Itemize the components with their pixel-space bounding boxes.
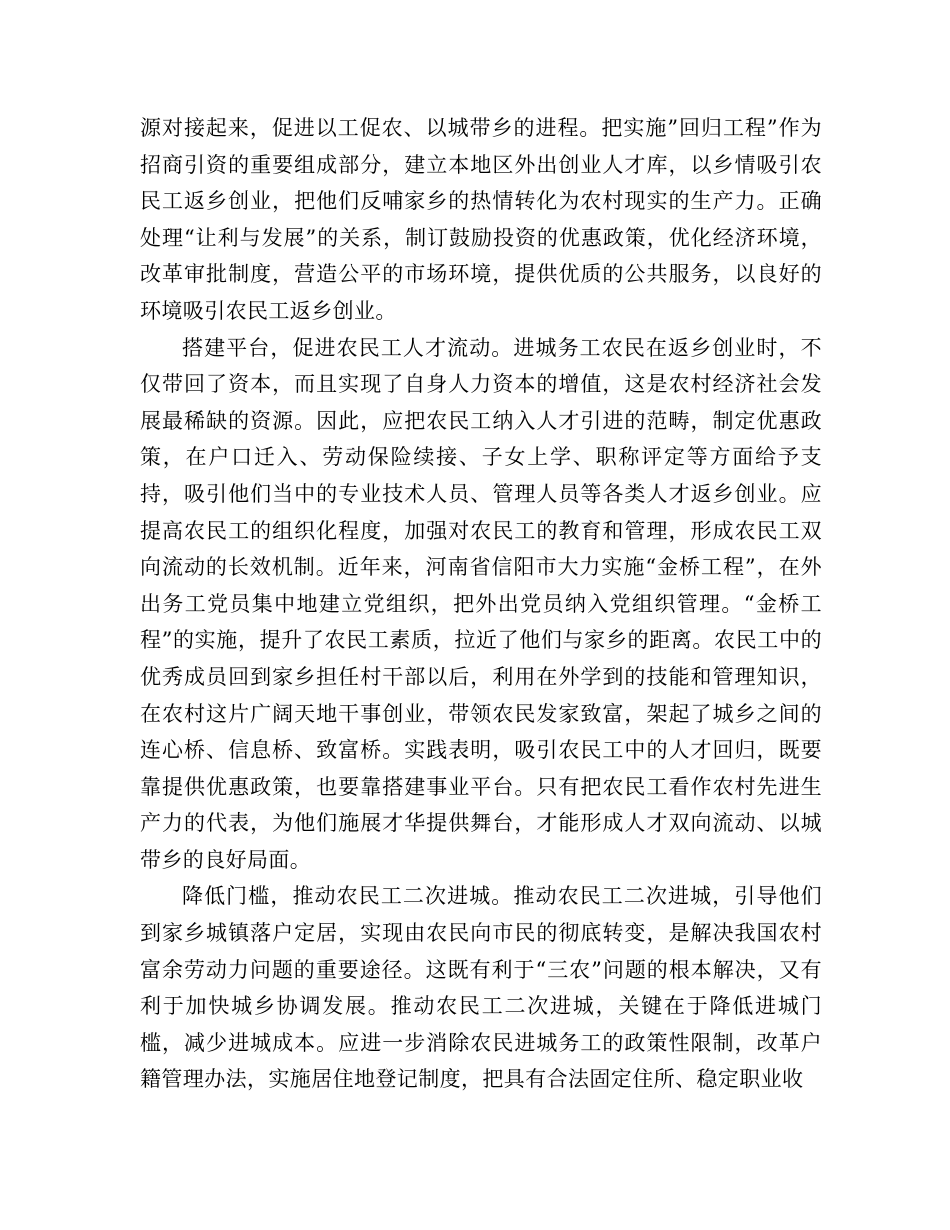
paragraph-talent-platform: 搭建平台，促进农民工人才流动。进城务工农民在返乡创业时，不仅带回了资本，而且实现了自身人力资本的增值，这是农村经济社会发展最稀缺的资源。因此，应把农民工纳入人才引进的范畴，制定优惠政策，在户口迁入、劳动保险续接、子女上学、职称评定等方面给予支持，吸引他们当中的专业技术人员、管理人员等各类人才返乡创业。应提高农民工的组织化程度，加强对农民工的教育和管理，形成农民工双向流动的长效机制。近年来，河南省信阳市大力实施“金桥工程”，在外出务工党员集中地建立党组织，把外出党员纳入党组织管理。“金桥工程”的实施，提升了农民工素质，拉近了他们与家乡的距离。农民工中的优秀成员回到家乡担任村干部以后，利用在外学到的技能和管理知识，在农村这片广阔天地干事创业，带领农民发家致富，架起了城乡之间的连心桥、信息桥、致富桥。实践表明，吸引农民工中的人才回归，既要靠提供优惠政策，也要靠搭建事业平台。只有把农民工看作农村先进生产力的代表，为他们施展才华提供舞台，才能形成人才双向流动、以城带乡的良好局面。	[140, 335, 822, 872]
paragraph-lower-threshold: 降低门槛，推动农民工二次进城。推动农民工二次进城，引导他们到家乡城镇落户定居，实现由农民向市民的彻底转变，是解决我国农村富余劳动力问题的重要途径。这既有利于“三农”问题的根本解决，又有利于加快城乡协调发展。推动农民工二次进城，关键在于降低进城门槛，减少进城成本。应进一步消除农民进城务工的政策性限制，改革户籍管理办法，实施居住地登记制度，把具有合法固定住所、稳定职业收	[140, 884, 822, 1092]
paragraph-returnee-investment: 源对接起来，促进以工促农、以城带乡的进程。把实施”回归工程”作为招商引资的重要组成部分，建立本地区外出创业人才库，以乡情吸引农民工返乡创业，把他们反哺家乡的热情转化为农村现实的生产力。正确处理“让利与发展”的关系，制订鼓励投资的优惠政策，优化经济环境，改革审批制度，营造公平的市场环境，提供优质的公共服务，以良好的环境吸引农民工返乡创业。	[140, 116, 822, 323]
document-page	[140, 110, 822, 1098]
